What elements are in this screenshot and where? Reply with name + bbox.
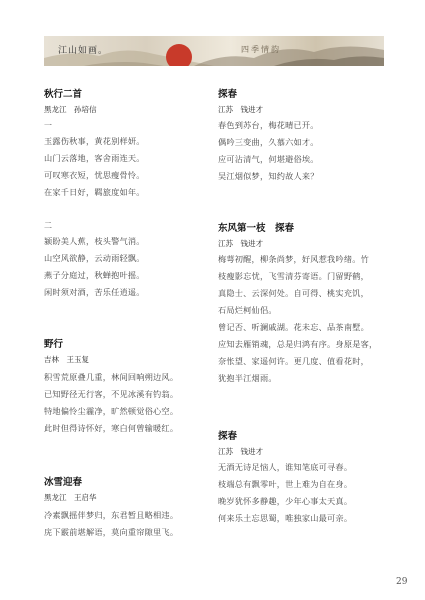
poem-title: 秋行二首 [44,89,83,100]
poem-author: 黑龙江 王启华 [44,493,97,502]
poem-author: 吉林 王玉复 [44,355,89,364]
red-sun [166,44,192,66]
poem-line: 玉露伤秋事，黄花别样妍。 [44,136,145,146]
poem-section-marker: 一 [44,121,52,130]
poem-author: 江苏 钱进才 [218,105,263,114]
poem-line: 犹抱半江烟雨。 [218,373,277,383]
poem-title: 冰雪迎春 [44,477,83,488]
poem-line: 偶吟三变曲，久慕六如才。 [218,137,319,147]
poem-title: 东风第一枝 探春 [218,223,295,234]
poem-line: 曾记否、听澜戚湖。花未忘、品茶南墅。 [218,322,369,332]
poem-line: 可叹寒衣短，忧思瘦骨怜。 [44,170,145,180]
poem-line: 晚岁犹怀多静趣，少年心事太天真。 [218,496,353,506]
poem-line: 庑下霰前堪解语，莫向重帘隙里飞。 [44,527,179,537]
poem-title: 探春 [218,89,238,100]
poem-line: 冷素飘摇伴梦归，东君暂且略相违。 [44,510,179,520]
poem-line: 枝瘦影忘忧，飞雪清芬寄语。门留野鹤， [218,271,369,281]
banner-right-text: 四季情韵 [241,45,281,54]
poem-line: 石局烂柯仙侣。 [218,305,277,315]
poem-line: 应可沾清气，何堪避俗埃。 [218,154,319,164]
poem-line: 已知野径无行客，不见冰溪有钓翁。 [44,389,179,399]
poem-line: 无酒无诗足恼人，谁知笔底可寻春。 [218,462,353,472]
poem-line: 此时但得诗怀好，寒白何曾输暖红。 [44,423,179,433]
poem-section-marker: 二 [44,221,52,230]
poem-line: 春色到苏台，梅花晴已开。 [218,120,319,130]
poem-line: 吴江烟似梦，知约故人来？ [218,171,319,181]
poem-title: 探春 [218,431,238,442]
banner-left-text: 江山如画。 [58,46,109,56]
poem-line: 枝端总有飘零叶，世上难为自在身。 [218,479,353,489]
page-number: 29 [396,577,408,587]
poem-author: 江苏 钱进才 [218,447,263,456]
poem-line: 奈怅望、家遥何许。更几度、值看花时， [218,356,369,366]
poem-line: 颍盼美人蕉，枝头警气消。 [44,236,145,246]
poem-line: 何来乐土忘思蜀，唯独家山最可亲。 [218,513,353,523]
poem-line: 山门云落地，客舍雨连天。 [44,153,145,163]
poem-line: 应知去雁销魂，总是归鸿有序。身原是客， [218,339,378,349]
poem-title: 野行 [44,339,64,350]
poem-line: 燕子分庭过，秋蝉抱叶摇。 [44,270,145,280]
poem-line: 山空风欲静，云动雨轻飘。 [44,253,145,263]
poem-line: 闲时须对酒，苦乐任逍遥。 [44,287,145,297]
poem-line: 在家千日好，羁旅度如年。 [44,187,145,197]
poem-line: 真隐士、云深何处。自可得、桃实充饥， [218,288,369,298]
poem-author: 黑龙江 孙培信 [44,105,97,114]
header-banner [44,36,384,66]
poem-line: 积雪荒原叠几重，林间回响朔边风。 [44,372,179,382]
poem-line: 梅萼初醒，柳条尚梦，好风惹我吟绪。竹 [218,254,369,264]
poem-author: 江苏 钱进才 [218,239,263,248]
poem-line: 特地偏怜尘霾净，旷然顿觉俗心空。 [44,406,179,416]
